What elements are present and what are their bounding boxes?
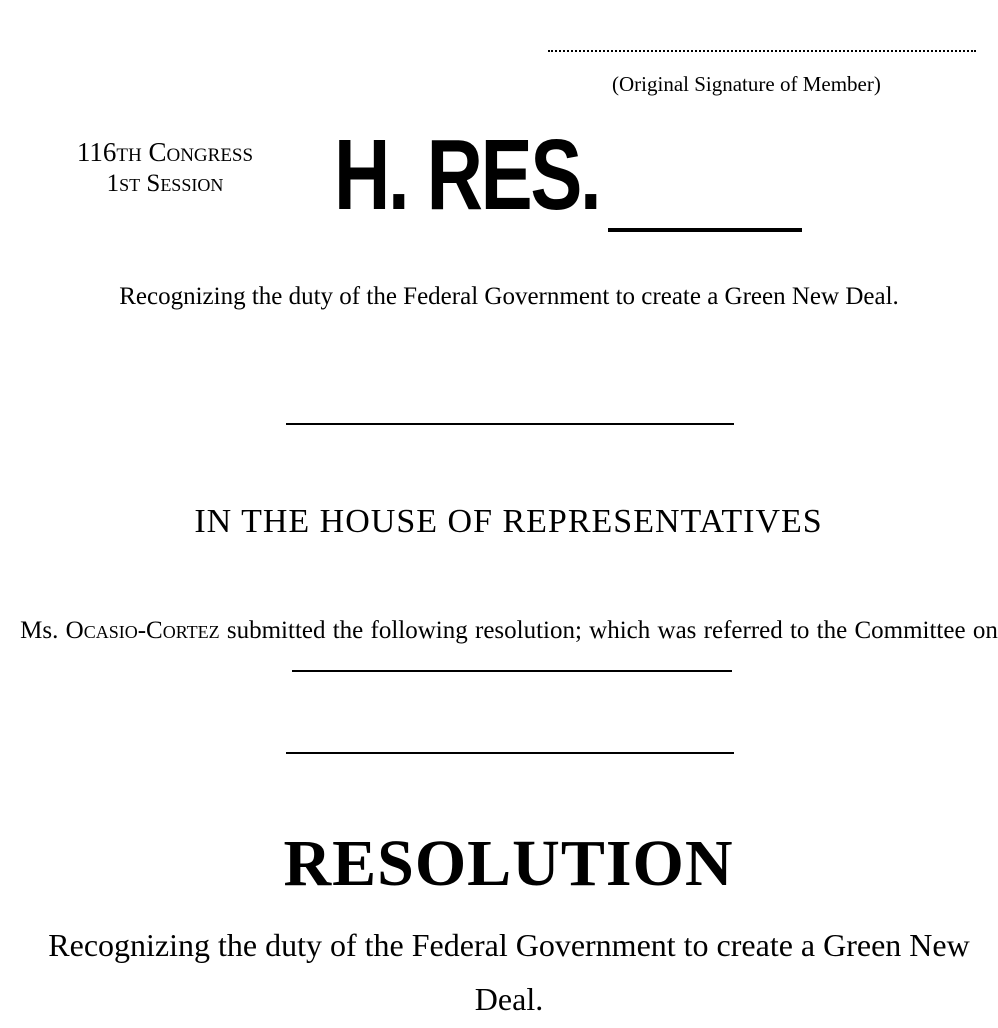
bill-type: H. RES. — [334, 119, 600, 231]
sponsor-name: Ocasio-Cortez — [65, 617, 220, 644]
sponsor-prefix: Ms. — [20, 617, 59, 644]
document-type-heading: RESOLUTION — [283, 827, 734, 900]
chamber-heading: IN THE HOUSE OF REPRESENTATIVES — [194, 503, 823, 540]
divider-rule — [286, 423, 734, 425]
session-number: 1st Session — [106, 170, 224, 197]
signature-label: (Original Signature of Member) — [612, 72, 881, 96]
signature-line — [548, 36, 976, 52]
long-title: Recognizing the duty of the Federal Government to create a Green New Deal. — [48, 927, 970, 1017]
short-title: Recognizing the duty of the Federal Government to create a Green New Deal. — [119, 283, 899, 310]
congress-number: 116th Congress — [76, 137, 254, 167]
committee-blank — [292, 650, 732, 672]
divider-rule — [286, 752, 734, 754]
sponsor-action: submitted the following resolution; which was referred to the Committee on — [226, 617, 998, 644]
sponsor-statement — [20, 614, 998, 682]
bill-number-blank — [608, 228, 802, 232]
congress-session-block — [30, 136, 300, 200]
